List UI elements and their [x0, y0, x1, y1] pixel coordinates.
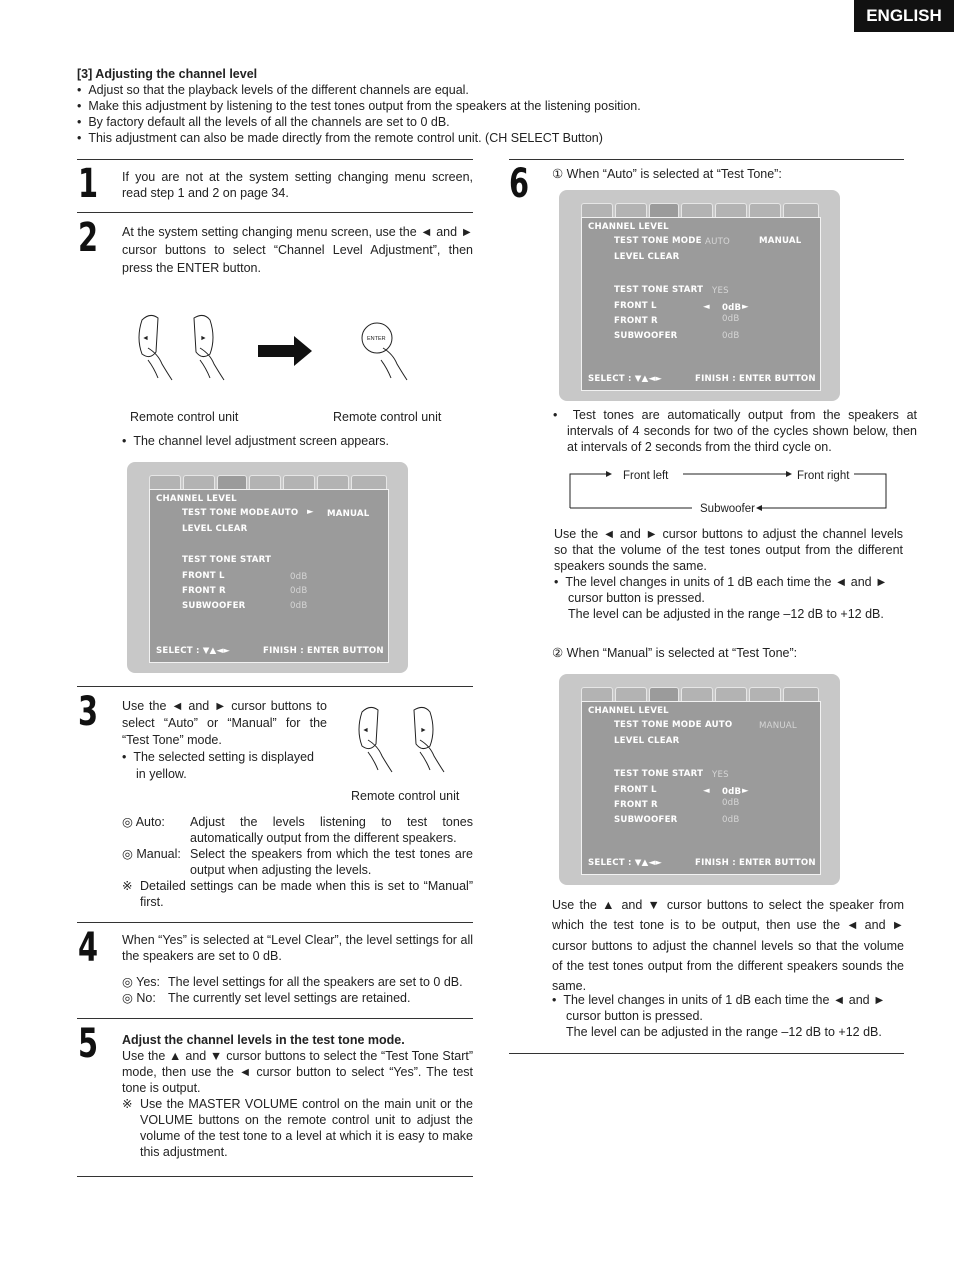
section-title: [3] Adjusting the channel level — [77, 67, 258, 81]
osd-manual: MANUAL — [759, 236, 802, 246]
osd-tab — [715, 687, 747, 702]
osd-auto: AUTO — [705, 720, 733, 730]
osd-select-hint: SELECT : ▼▲◄► — [588, 374, 663, 384]
osd-auto: AUTO — [271, 508, 299, 518]
step-4-text: When “Yes” is selected at “Level Clear”, the level settings for all the speakers are set to 0 dB. — [122, 933, 473, 963]
svg-text:◄: ◄ — [362, 727, 369, 734]
osd-tab — [183, 475, 215, 490]
osd-test-tone-mode: TEST TONE MODE — [182, 508, 270, 518]
osd-finish-hint: FINISH : ENTER BUTTON — [695, 374, 816, 384]
osd-screen-auto — [559, 190, 840, 401]
osd-level-value: 0dB — [722, 798, 740, 808]
step-6-auto-bullet-2: • The level changes in units of 1 dB each time the ◄ and ► cursor button is pressed. The level can be adjusted in the range –12 dB to +12 dB. — [554, 575, 888, 621]
osd-screen-manual — [559, 674, 840, 885]
osd-level-value: 0dB — [722, 331, 740, 341]
osd-level-value: 0dB — [722, 314, 740, 324]
step-6-auto-bullet: • Test tones are automatically output from the speakers at intervals of 4 seconds for two of the cycles shown below, then at intervals of 2 seconds from the third cycle on. — [553, 408, 918, 454]
intro-bullet: • Adjust so that the playback levels of the different channels are equal. — [77, 83, 469, 97]
step-6-manual-head: ② When “Manual” is selected at “Test Tone”: — [552, 646, 798, 660]
option-label: ◎ Auto: — [122, 815, 165, 829]
osd-tab — [317, 475, 349, 490]
osd-subwoofer: SUBWOOFER — [182, 601, 246, 611]
osd-manual: MANUAL — [327, 509, 370, 519]
osd-test-tone-mode: TEST TONE MODE — [614, 720, 702, 730]
divider — [509, 159, 904, 160]
svg-text:►: ► — [420, 727, 427, 734]
step-number: 1 — [78, 161, 99, 207]
osd-tab — [681, 687, 713, 702]
osd-subwoofer: SUBWOOFER — [614, 331, 678, 341]
osd-title: CHANNEL LEVEL — [156, 494, 237, 504]
svg-text:►: ► — [200, 335, 207, 342]
osd-level-value: 0dB — [722, 787, 742, 797]
note-mark: ※ — [122, 879, 133, 893]
osd-test-tone-start: TEST TONE START — [614, 285, 704, 295]
osd-subwoofer: SUBWOOFER — [614, 815, 678, 825]
section-intro — [77, 66, 877, 146]
cycle-front-left: Front left — [623, 470, 669, 482]
osd-tab — [749, 203, 781, 218]
step-5-text: Adjust the channel levels in the test tone mode. Use the ▲ and ▼ cursor buttons to select the “Test Tone Start” mode, then use the ◄ cursor button to select “Yes”. The test tone is output. ※ Use the MASTER VOLUME control on the main unit or the VOLUME buttons on the remote control unit to adjust the volume of the test tone to a level at which it is easy to make this adjustment. — [122, 1033, 473, 1159]
step-number: 3 — [78, 689, 99, 735]
osd-tab — [749, 687, 781, 702]
osd-level-value: 0dB — [290, 601, 308, 611]
cycle-subwoofer: Subwoofer — [700, 503, 755, 515]
divider — [77, 1176, 473, 1177]
remote-hand-cursor-illustration — [128, 308, 238, 388]
intro-bullet: • Make this adjustment by listening to the test tones output from the speakers at the listening position. — [77, 99, 641, 113]
remote-caption: Remote control unit — [351, 789, 460, 803]
osd-tab — [783, 687, 819, 702]
step-number: 5 — [78, 1021, 99, 1067]
divider — [77, 922, 473, 923]
osd-tab — [351, 475, 387, 490]
step-3-options: ◎ Auto: Adjust the levels listening to test tones automatically output from the different speakers. ◎ Manual: Select the speakers from which the test tones are output when adjusting the levels. ※ Detailed settings can be made when this is set to “Manual” first. — [122, 815, 473, 909]
osd-right-arrow-icon: ► — [307, 507, 314, 517]
osd-tab — [581, 687, 613, 702]
divider — [77, 159, 473, 160]
osd-tab — [649, 203, 679, 218]
osd-tab — [283, 475, 315, 490]
osd-level-value: 0dB — [722, 303, 742, 313]
remote-caption: Remote control unit — [130, 410, 239, 424]
osd-tab-bar — [581, 203, 819, 217]
osd-front-r: FRONT R — [182, 586, 226, 596]
osd-right-arrow-icon: ► — [742, 302, 749, 312]
osd-panel — [581, 701, 821, 875]
osd-title: CHANNEL LEVEL — [588, 222, 669, 232]
remote-enter-illustration — [355, 318, 415, 382]
osd-test-tone-start: TEST TONE START — [614, 769, 704, 779]
osd-left-arrow-icon: ◄ — [703, 786, 710, 796]
svg-text:◄: ◄ — [142, 335, 149, 342]
osd-front-l: FRONT L — [182, 571, 225, 581]
intro-bullet: • By factory default all the levels of all the channels are set to 0 dB. — [77, 115, 450, 129]
option-label: ◎ Yes: — [122, 975, 161, 989]
note-mark: ※ — [122, 1097, 133, 1111]
intro-bullet: • This adjustment can also be made directly from the remote control unit. (CH SELECT Button) — [77, 131, 603, 145]
divider — [77, 212, 473, 213]
step-6-manual-bullet: • The level changes in units of 1 dB each time the ◄ and ► cursor button is pressed. The level can be adjusted in the range –12 dB to +12 dB. — [552, 993, 886, 1039]
osd-level-value: 0dB — [722, 815, 740, 825]
osd-level-clear: LEVEL CLEAR — [182, 524, 248, 534]
osd-finish-hint: FINISH : ENTER BUTTON — [263, 646, 384, 656]
step-6-manual-paragraph: Use the ▲ and ▼ cursor buttons to select the speaker from which the test tone is to be output, then use the ◄ and ► cursor buttons to adjust the channel levels so that the volume of the test tones output from the different speakers sounds the same. — [552, 898, 904, 994]
osd-front-r: FRONT R — [614, 800, 658, 810]
osd-tab — [615, 203, 647, 218]
step-number: 4 — [78, 925, 99, 971]
osd-right-arrow-icon: ► — [742, 786, 749, 796]
option-label: ◎ Manual: — [122, 847, 181, 861]
osd-level-clear: LEVEL CLEAR — [614, 736, 680, 746]
osd-tab-bar — [581, 687, 819, 701]
osd-panel — [149, 489, 389, 663]
osd-screen-initial — [127, 462, 408, 673]
step-3-text: Use the ◄ and ► cursor buttons to select “Auto” or “Manual” for the “Test Tone” mode. • The selected setting is displayed in yellow. — [122, 699, 327, 781]
divider — [77, 686, 473, 687]
osd-front-l: FRONT L — [614, 301, 657, 311]
osd-test-tone-mode: TEST TONE MODE — [614, 236, 702, 246]
step-number: 2 — [78, 215, 99, 261]
osd-tab — [681, 203, 713, 218]
osd-auto: AUTO — [705, 237, 730, 247]
osd-tab — [581, 203, 613, 218]
osd-tab — [249, 475, 281, 490]
osd-yes: YES — [712, 770, 729, 780]
osd-level-value: 0dB — [290, 586, 308, 596]
osd-tab-bar — [149, 475, 387, 489]
right-arrow-icon — [258, 336, 314, 366]
osd-yes: YES — [712, 286, 729, 296]
step-6-auto-head: ① When “Auto” is selected at “Test Tone”: — [552, 167, 782, 181]
osd-finish-hint: FINISH : ENTER BUTTON — [695, 858, 816, 868]
cycle-front-right: Front right — [797, 470, 850, 482]
osd-tab — [615, 687, 647, 702]
remote-caption: Remote control unit — [333, 410, 442, 424]
osd-select-hint: SELECT : ▼▲◄► — [156, 646, 231, 656]
osd-front-r: FRONT R — [614, 316, 658, 326]
svg-text:ENTER: ENTER — [367, 336, 386, 342]
step-4-options: ◎ Yes: The level settings for all the speakers are set to 0 dB. ◎ No: The currently set level settings are retained. — [122, 975, 463, 1005]
osd-front-l: FRONT L — [614, 785, 657, 795]
osd-tab — [649, 687, 679, 702]
divider — [509, 1053, 904, 1054]
remote-hand-cursor-illustration — [348, 702, 458, 778]
osd-title: CHANNEL LEVEL — [588, 706, 669, 716]
osd-tab — [217, 475, 247, 490]
osd-tab — [149, 475, 181, 490]
step-2-text: At the system setting changing menu screen, use the ◄ and ► cursor buttons to select “Channel Level Adjustment”, then press the ENTER button. — [122, 225, 473, 275]
osd-test-tone-start: TEST TONE START — [182, 555, 272, 565]
osd-level-value: 0dB — [290, 572, 308, 582]
step-2-bullet: • The channel level adjustment screen appears. — [122, 434, 390, 448]
osd-tab — [783, 203, 819, 218]
option-label: ◎ No: — [122, 991, 156, 1005]
step-number: 6 — [509, 161, 530, 207]
osd-level-clear: LEVEL CLEAR — [614, 252, 680, 262]
osd-select-hint: SELECT : ▼▲◄► — [588, 858, 663, 868]
divider — [77, 1018, 473, 1019]
step-1-text: If you are not at the system setting changing menu screen, read step 1 and 2 on page 34. — [122, 170, 473, 200]
language-tab: ENGLISH — [854, 0, 954, 32]
osd-left-arrow-icon: ◄ — [703, 302, 710, 312]
osd-panel — [581, 217, 821, 391]
osd-tab — [715, 203, 747, 218]
step-6-auto-paragraph: Use the ◄ and ► cursor buttons to adjust the channel levels so that the volume of the test tones output from the different speakers sounds the same. — [554, 527, 903, 573]
osd-manual: MANUAL — [759, 721, 797, 731]
